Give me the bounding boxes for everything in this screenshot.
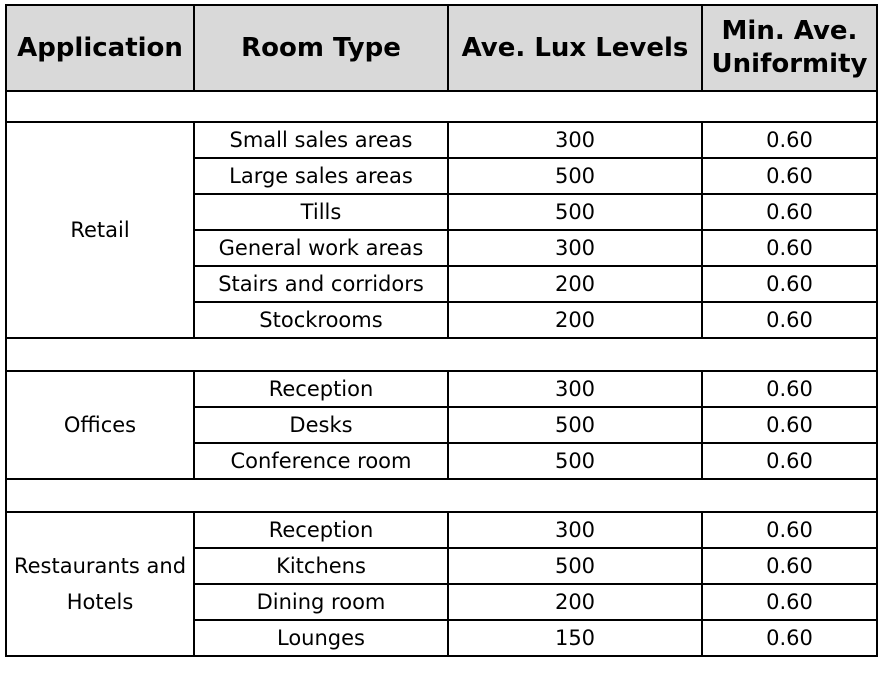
uniformity-cell: 0.60 — [702, 548, 877, 584]
room-type-cell: Lounges — [194, 620, 448, 656]
application-restaurants-hotels — [6, 512, 194, 656]
application-offices: Offices — [6, 371, 194, 479]
room-type-cell: Stockrooms — [194, 302, 448, 338]
lux-cell: 300 — [448, 122, 702, 158]
spacer-row — [6, 479, 877, 512]
uniformity-cell: 0.60 — [702, 443, 877, 479]
room-type-cell: Reception — [194, 512, 448, 548]
uniformity-cell: 0.60 — [702, 266, 877, 302]
lux-cell: 200 — [448, 266, 702, 302]
table-row — [6, 371, 877, 407]
lux-cell: 150 — [448, 620, 702, 656]
application-line2: Hotels — [66, 590, 134, 614]
lux-cell: 500 — [448, 443, 702, 479]
header-application: Application — [6, 5, 194, 91]
room-type-cell: Conference room — [194, 443, 448, 479]
header-room-type: Room Type — [194, 5, 448, 91]
application-retail: Retail — [6, 122, 194, 338]
room-type-cell: Desks — [194, 407, 448, 443]
lux-cell: 200 — [448, 302, 702, 338]
header-row — [6, 5, 877, 91]
uniformity-cell: 0.60 — [702, 512, 877, 548]
room-type-cell: Tills — [194, 194, 448, 230]
application-line1: Restaurants and — [13, 554, 187, 578]
room-type-cell: Dining room — [194, 584, 448, 620]
lux-cell: 200 — [448, 584, 702, 620]
header-uniformity — [702, 5, 877, 91]
uniformity-cell: 0.60 — [702, 620, 877, 656]
spacer-row — [6, 338, 877, 371]
table-row — [6, 512, 877, 548]
header-uniformity-line1: Min. Ave. — [721, 16, 858, 46]
header-uniformity-line2: Uniformity — [711, 49, 868, 79]
uniformity-cell: 0.60 — [702, 584, 877, 620]
lux-cell: 500 — [448, 407, 702, 443]
uniformity-cell: 0.60 — [702, 122, 877, 158]
lux-cell: 300 — [448, 512, 702, 548]
header-lux-levels: Ave. Lux Levels — [448, 5, 702, 91]
uniformity-cell: 0.60 — [702, 194, 877, 230]
lux-cell: 500 — [448, 158, 702, 194]
lighting-levels-table — [5, 4, 878, 657]
room-type-cell: Kitchens — [194, 548, 448, 584]
room-type-cell: Stairs and corridors — [194, 266, 448, 302]
spacer-cell — [6, 338, 877, 371]
lux-cell: 300 — [448, 371, 702, 407]
room-type-cell: General work areas — [194, 230, 448, 266]
room-type-cell: Small sales areas — [194, 122, 448, 158]
room-type-cell: Large sales areas — [194, 158, 448, 194]
uniformity-cell: 0.60 — [702, 230, 877, 266]
spacer-cell — [6, 479, 877, 512]
table-row — [6, 122, 877, 158]
lux-cell: 500 — [448, 548, 702, 584]
uniformity-cell: 0.60 — [702, 407, 877, 443]
lux-cell: 500 — [448, 194, 702, 230]
room-type-cell: Reception — [194, 371, 448, 407]
spacer-cell — [6, 91, 877, 122]
uniformity-cell: 0.60 — [702, 302, 877, 338]
spacer-row — [6, 91, 877, 122]
uniformity-cell: 0.60 — [702, 158, 877, 194]
uniformity-cell: 0.60 — [702, 371, 877, 407]
lux-cell: 300 — [448, 230, 702, 266]
